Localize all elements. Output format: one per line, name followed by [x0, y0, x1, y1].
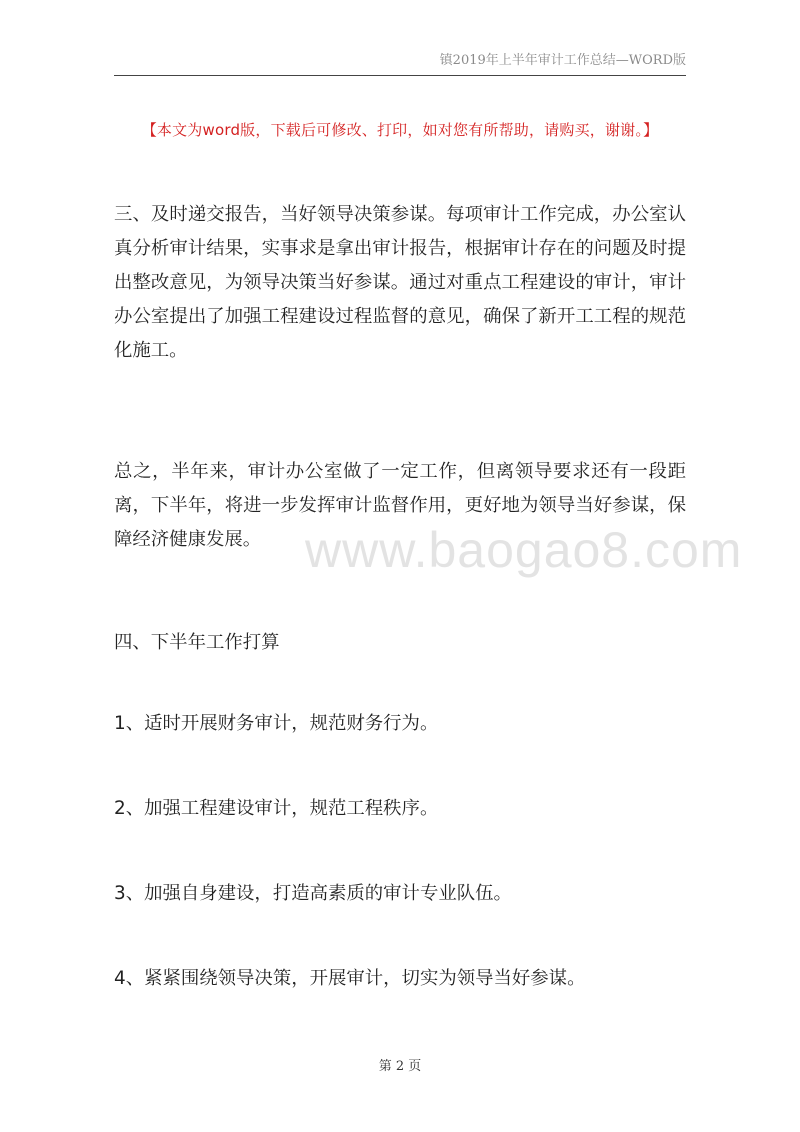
watermark: www.baogao8.com — [305, 522, 743, 578]
section-heading-plans: 四、下半年工作打算 — [114, 632, 280, 653]
paragraph-report-submission: 三、及时递交报告，当好领导决策参谋。每项审计工作完成，办公室认真分析审计结果，实事求是拿出审计报告，根据审计存在的问题及时提出整改意见，为领导决策当好参谋。通过对重点工程建设的审计，审计办公室提出了加强工程建设过程监督的意见，确保了新开工工程的规范化施工。 — [114, 204, 686, 361]
plan-item-3: 3、加强自身建设，打造高素质的审计专业队伍。 — [114, 883, 512, 904]
page-number: 第 2 页 — [378, 1059, 422, 1074]
paragraph-summary: 总之，半年来，审计办公室做了一定工作，但离领导要求还有一段距离，下半年，将进一步发挥审计监督作用，更好地为领导当好参谋，保障经济健康发展。 — [114, 461, 686, 550]
plan-item-2: 2、加强工程建设审计，规范工程秩序。 — [114, 798, 439, 819]
plan-item-4: 4、紧紧围绕领导决策，开展审计，切实为领导当好参谋。 — [114, 968, 586, 989]
page-header: 镇2019年上半年审计工作总结—WORD版 — [439, 53, 686, 68]
plan-item-1: 1、适时开展财务审计，规范财务行为。 — [114, 713, 439, 734]
word-version-notice: 【本文为word版，下载后可修改、打印，如对您有所帮助，请购买，谢谢。】 — [141, 121, 659, 139]
header-divider — [114, 75, 686, 76]
